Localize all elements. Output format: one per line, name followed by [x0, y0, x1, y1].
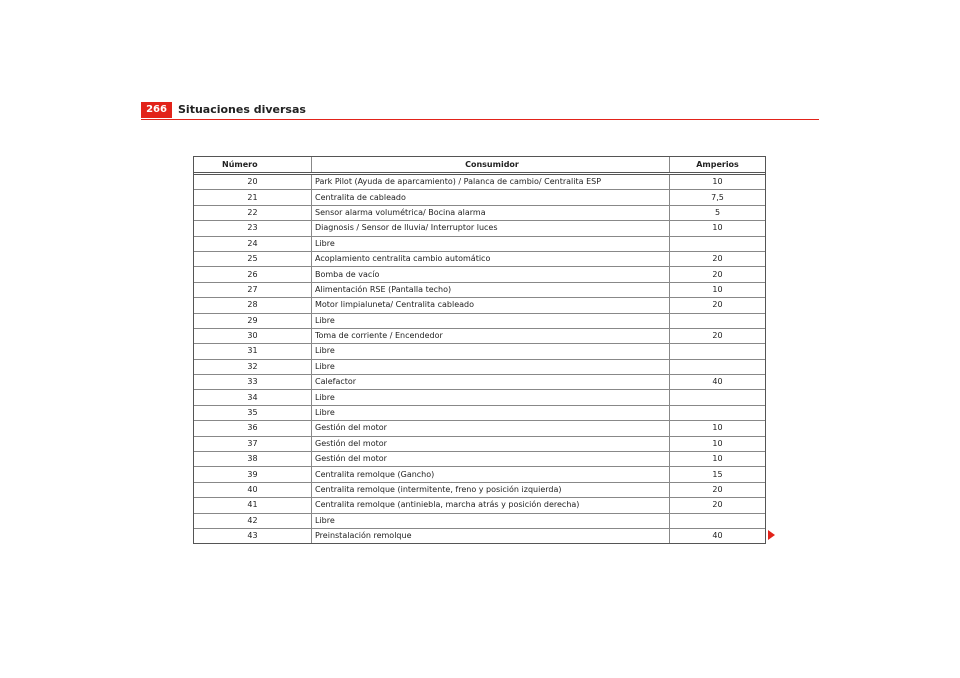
section-title: Situaciones diversas: [178, 103, 306, 116]
table-row: [194, 190, 765, 205]
table-row: [194, 205, 765, 220]
consumer-cell: Diagnosis / Sensor de lluvia/ Interruptor luces: [312, 221, 670, 236]
table-row: [194, 482, 765, 497]
page-header: [141, 102, 819, 118]
header-divider: [141, 119, 819, 120]
consumer-cell: Toma de corriente / Encendedor: [312, 328, 670, 343]
consumer-cell: Bomba de vacío: [312, 267, 670, 282]
table-row: [194, 282, 765, 297]
amperage-cell: [670, 236, 766, 251]
amperage-cell: [670, 390, 766, 405]
consumer-cell: Libre: [312, 405, 670, 420]
amperage-cell: 15: [670, 467, 766, 482]
table-row: [194, 436, 765, 451]
fuse-number-cell: 37: [194, 436, 312, 451]
consumer-cell: Acoplamiento centralita cambio automático: [312, 251, 670, 266]
amperage-cell: 20: [670, 498, 766, 513]
consumer-cell: Libre: [312, 313, 670, 328]
table-row: [194, 375, 765, 390]
consumer-cell: Libre: [312, 390, 670, 405]
amperage-cell: 20: [670, 251, 766, 266]
fuse-number-cell: 20: [194, 174, 312, 190]
fuse-number-cell: 22: [194, 205, 312, 220]
consumer-cell: Centralita de cableado: [312, 190, 670, 205]
fuse-number-cell: 39: [194, 467, 312, 482]
table-row: [194, 344, 765, 359]
fuse-number-cell: 28: [194, 298, 312, 313]
fuse-number-cell: 21: [194, 190, 312, 205]
amperage-cell: 5: [670, 205, 766, 220]
fuse-number-cell: 29: [194, 313, 312, 328]
amperage-cell: 20: [670, 482, 766, 497]
amperage-cell: 20: [670, 328, 766, 343]
amperage-cell: [670, 313, 766, 328]
fuse-number-cell: 41: [194, 498, 312, 513]
consumer-cell: Libre: [312, 344, 670, 359]
amperage-cell: 10: [670, 452, 766, 467]
amperage-cell: 10: [670, 421, 766, 436]
table-row: [194, 405, 765, 420]
consumer-cell: Gestión del motor: [312, 421, 670, 436]
fuse-number-cell: 25: [194, 251, 312, 266]
amperage-cell: 40: [670, 375, 766, 390]
fuse-table-container: [193, 156, 766, 544]
table-row: [194, 328, 765, 343]
amperage-cell: 7,5: [670, 190, 766, 205]
table-body: [194, 174, 765, 544]
consumer-cell: Centralita remolque (antiniebla, marcha atrás y posición derecha): [312, 498, 670, 513]
consumer-cell: Gestión del motor: [312, 452, 670, 467]
table-row: [194, 221, 765, 236]
consumer-cell: Libre: [312, 359, 670, 374]
amperage-cell: 10: [670, 221, 766, 236]
amperage-cell: [670, 405, 766, 420]
consumer-cell: Gestión del motor: [312, 436, 670, 451]
consumer-cell: Motor limpialuneta/ Centralita cableado: [312, 298, 670, 313]
consumer-cell: Libre: [312, 513, 670, 528]
table-row: [194, 452, 765, 467]
amperage-cell: 10: [670, 174, 766, 190]
column-header-amperios: Amperios: [670, 157, 766, 174]
amperage-cell: [670, 359, 766, 374]
fuse-number-cell: 36: [194, 421, 312, 436]
fuse-number-cell: 32: [194, 359, 312, 374]
consumer-cell: Centralita remolque (Gancho): [312, 467, 670, 482]
fuse-number-cell: 27: [194, 282, 312, 297]
consumer-cell: Sensor alarma volumétrica/ Bocina alarma: [312, 205, 670, 220]
table-header-row: [194, 157, 765, 174]
amperage-cell: 20: [670, 298, 766, 313]
fuse-number-cell: 42: [194, 513, 312, 528]
fuse-number-cell: 35: [194, 405, 312, 420]
column-header-numero: Número: [194, 157, 312, 174]
column-header-consumidor: Consumidor: [312, 157, 670, 174]
fuse-number-cell: 40: [194, 482, 312, 497]
table-row: [194, 513, 765, 528]
fuse-number-cell: 34: [194, 390, 312, 405]
table-row: [194, 359, 765, 374]
next-page-arrow-icon: [768, 530, 775, 540]
consumer-cell: Park Pilot (Ayuda de aparcamiento) / Palanca de cambio/ Centralita ESP: [312, 174, 670, 190]
table-row: [194, 267, 765, 282]
consumer-cell: Centralita remolque (intermitente, freno y posición izquierda): [312, 482, 670, 497]
amperage-cell: 20: [670, 267, 766, 282]
fuse-number-cell: 26: [194, 267, 312, 282]
table-row: [194, 298, 765, 313]
fuse-number-cell: 38: [194, 452, 312, 467]
fuse-number-cell: 43: [194, 528, 312, 543]
consumer-cell: Alimentación RSE (Pantalla techo): [312, 282, 670, 297]
table-row: [194, 251, 765, 266]
table-row: [194, 498, 765, 513]
table-row: [194, 236, 765, 251]
table-row: [194, 174, 765, 190]
page-number: 266: [141, 102, 172, 118]
consumer-cell: Libre: [312, 236, 670, 251]
fuse-number-cell: 31: [194, 344, 312, 359]
table-row: [194, 467, 765, 482]
table-row: [194, 528, 765, 543]
consumer-cell: Preinstalación remolque: [312, 528, 670, 543]
fuse-number-cell: 33: [194, 375, 312, 390]
fuse-number-cell: 30: [194, 328, 312, 343]
consumer-cell: Calefactor: [312, 375, 670, 390]
amperage-cell: 10: [670, 282, 766, 297]
table-row: [194, 390, 765, 405]
table-row: [194, 313, 765, 328]
table-row: [194, 421, 765, 436]
fuse-number-cell: 24: [194, 236, 312, 251]
amperage-cell: 10: [670, 436, 766, 451]
amperage-cell: [670, 513, 766, 528]
fuse-number-cell: 23: [194, 221, 312, 236]
fuse-table: [194, 157, 765, 543]
amperage-cell: 40: [712, 531, 723, 541]
amperage-cell: [670, 344, 766, 359]
